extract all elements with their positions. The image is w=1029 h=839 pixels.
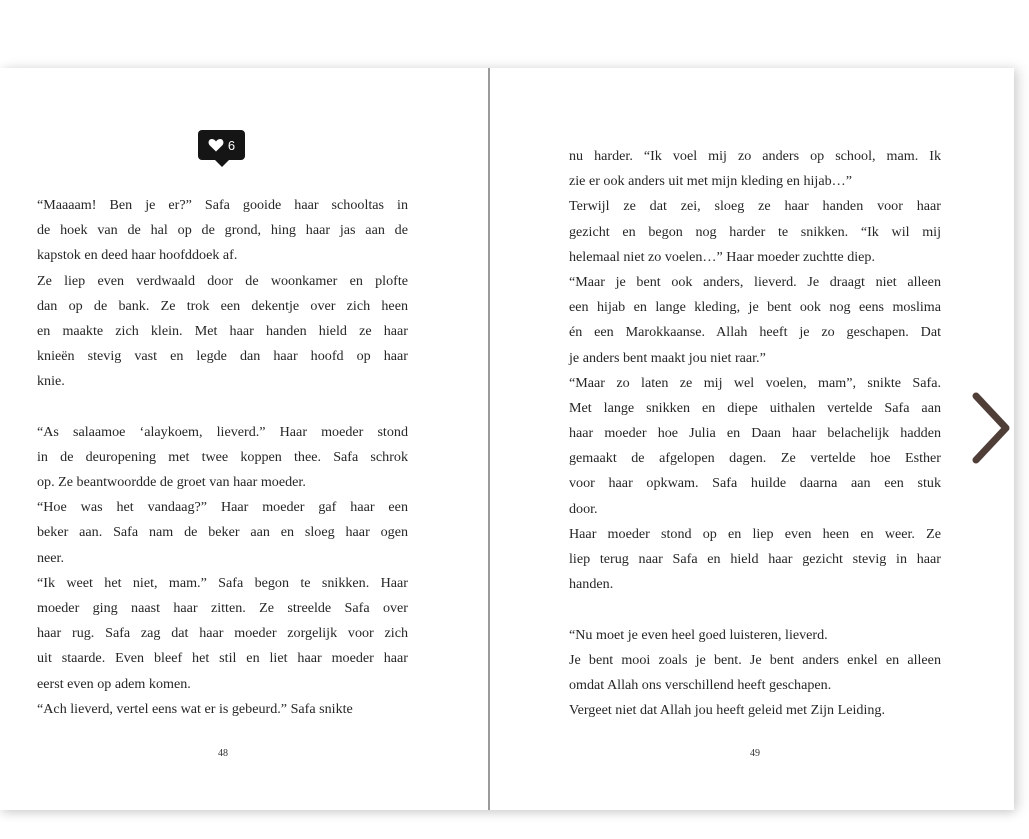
next-page-button[interactable] [960, 388, 1020, 468]
text-line: én een Marokkaanse. Allah heeft je zo geschapen. Dat [569, 324, 941, 341]
text-line: dan op de bank. Ze trok een dekentje over zich heen [37, 297, 408, 314]
book-spread [0, 68, 1014, 810]
text-line: “Ik weet het niet, mam.” Safa begon te snikken. Haar [37, 574, 408, 591]
text-line: neer. [37, 549, 64, 566]
text-line: knie. [37, 373, 65, 390]
text-line: omdat Allah ons verschillend heeft geschapen. [569, 676, 832, 693]
text-line: haar moeder hoe Julia en Daan haar belachelijk hadden [569, 425, 941, 442]
text-line: op. Ze beantwoordde de groet van haar moeder. [37, 474, 306, 491]
text-line: zie er ook anders uit met mijn kleding en hijab…” [569, 173, 852, 190]
text-line: “Nu moet je even heel goed luisteren, lieverd. [569, 626, 828, 643]
paragraph-gap [37, 395, 408, 420]
text-line: Met lange snikken en diepe uithalen vertelde Safa aan [569, 399, 941, 416]
text-line: Ze liep even verdwaald door de woonkamer en plofte [37, 272, 408, 289]
text-line: “Ach lieverd, vertel eens wat er is gebeurd.” Safa snikte [37, 700, 353, 717]
text-line: je anders bent maakt jou niet raar.” [569, 349, 766, 366]
text-line: gemaakt de afgelopen dagen. Ze vertelde hoe Esther [569, 450, 941, 467]
like-count: 6 [227, 137, 236, 153]
left-page [0, 68, 488, 810]
text-line: voor haar opkwam. Safa huilde daarna aan een stuk [569, 475, 941, 492]
text-line: een hijab en lange kleding, je bent ook nog eens moslima [569, 299, 941, 316]
text-line: eerst even op adem komen. [37, 675, 191, 692]
text-line: de hoek van de hal op de grond, hing haar jas aan de [37, 222, 408, 239]
text-line: nu harder. “Ik voel mij zo anders op school, mam. Ik [569, 148, 941, 164]
text-line: helemaal niet zo voelen…” Haar moeder zuchtte diep. [569, 248, 876, 265]
text-line: en maakte zich klein. Met haar handen hield ze haar [37, 322, 408, 339]
heart-icon [208, 138, 224, 152]
text-line: “Maar zo laten ze mij wel voelen, mam”, snikte Safa. [569, 374, 941, 391]
paragraph-gap [569, 597, 941, 622]
text-line: Je bent mooi zoals je bent. Je bent anders enkel en alleen [569, 651, 941, 668]
like-badge[interactable] [198, 130, 245, 160]
page-number: 48 [218, 748, 228, 759]
text-line: “Hoe was het vandaag?” Haar moeder gaf haar een [37, 499, 408, 516]
chevron-right-icon [966, 390, 1014, 466]
text-line: Terwijl ze dat zei, sloeg ze haar handen voor haar [569, 198, 941, 215]
text-line: Vergeet niet dat Allah jou heeft geleid met Zijn Leiding. [569, 702, 885, 719]
page-number: 49 [750, 748, 760, 759]
text-line: “Maar je bent ook anders, lieverd. Je draagt niet alleen [569, 273, 941, 290]
text-line: knieën stevig vast en legde dan haar hoofd op haar [37, 348, 408, 365]
text-line: beker aan. Safa nam de beker aan en sloeg haar ogen [37, 524, 408, 541]
text-line: kapstok en deed haar hoofddoek af. [37, 247, 238, 264]
text-line: “As salaamoe ‘alaykoem, lieverd.” Haar moeder stond [37, 423, 408, 440]
text-line: haar rug. Safa zag dat haar moeder zorgelijk voor zich [37, 625, 408, 642]
text-line: liep terug naar Safa en hield haar gezicht stevig in haar [569, 551, 941, 567]
text-line: “Maaaam! Ben je er?” Safa gooide haar schooltas in [37, 197, 408, 213]
page-text [37, 193, 408, 722]
text-line: in de deuropening met twee koppen thee. Safa schrok [37, 448, 408, 465]
text-line: door. [569, 500, 598, 517]
text-line: handen. [569, 576, 614, 593]
text-line: Haar moeder stond op en liep even heen en weer. Ze [569, 525, 941, 542]
text-line: uit staarde. Even bleef het stil en liet haar moeder haar [37, 650, 408, 667]
right-page [490, 68, 1014, 810]
text-line: moeder ging naast haar zitten. Ze streelde Safa over [37, 600, 408, 616]
page-text [569, 144, 941, 723]
text-line: gezicht en begon nog harder te snikken. “Ik wil mij [569, 223, 941, 240]
